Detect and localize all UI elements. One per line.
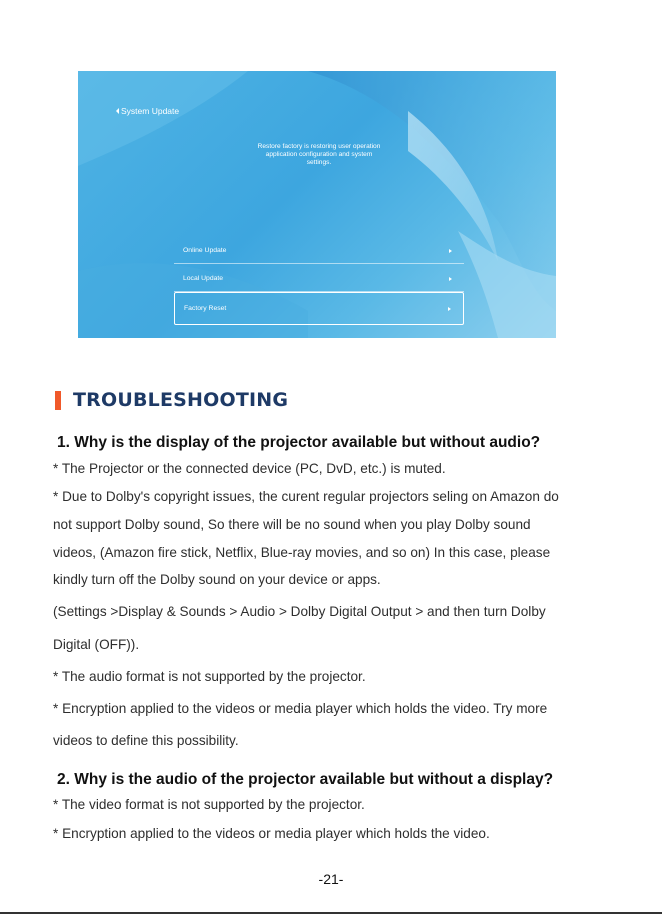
menu-item-label: Local Update: [183, 275, 224, 282]
answer-line: videos, (Amazon fire stick, Netflix, Blue-ray movies, and so on) In this case, please: [53, 545, 551, 560]
answer-line: * Encryption applied to the videos or media player which holds the video. Try more: [53, 701, 548, 716]
chevron-right-icon: [449, 249, 452, 253]
answer-line: kindly turn off the Dolby sound on your device or apps.: [53, 572, 381, 587]
answer-line: * The video format is not supported by the projector.: [53, 797, 365, 812]
menu-item-online-update[interactable]: [174, 238, 464, 264]
restore-message: [234, 143, 404, 168]
message-line: application configuration and system: [265, 151, 373, 159]
chevron-right-icon: [448, 307, 451, 311]
answer-line: not support Dolby sound, So there will be no sound when you play Dolby sound: [53, 517, 531, 532]
section-title: TROUBLESHOOTING: [73, 389, 289, 411]
answer-line: videos to define this possibility.: [53, 733, 239, 748]
section-heading: [55, 389, 288, 411]
chevron-right-icon: [449, 277, 452, 281]
answer-line: Digital (OFF)).: [53, 637, 140, 652]
system-update-back-button[interactable]: [116, 106, 179, 116]
answer-line: * The Projector or the connected device (PC, DvD, etc.) is muted.: [53, 461, 446, 476]
answer-line: * Encryption applied to the videos or media player which holds the video.: [53, 826, 490, 841]
back-label: System Update: [121, 106, 180, 116]
answer-line: * The audio format is not supported by the projector.: [53, 669, 366, 684]
menu-item-label: Factory Reset: [184, 305, 227, 312]
chevron-left-icon: [116, 108, 119, 114]
question-1: 1. Why is the display of the projector available but without audio?: [57, 434, 541, 451]
menu-item-factory-reset[interactable]: [174, 292, 464, 325]
answer-line: (Settings >Display & Sounds > Audio > Dolby Digital Output > and then turn Dolby: [53, 604, 546, 619]
menu-item-local-update[interactable]: [174, 266, 464, 292]
page-number: -21-: [318, 871, 344, 887]
answer-line: * Due to Dolby's copyright issues, the curent regular projectors seling on Amazon do: [53, 489, 559, 504]
menu-item-label: Online Update: [183, 247, 227, 254]
accent-bar: [55, 391, 61, 410]
message-line: settings.: [306, 159, 332, 167]
question-2: 2. Why is the audio of the projector available but without a display?: [57, 771, 554, 788]
projector-screenshot: [78, 71, 556, 338]
message-line: Restore factory is restoring user operation: [257, 143, 381, 150]
